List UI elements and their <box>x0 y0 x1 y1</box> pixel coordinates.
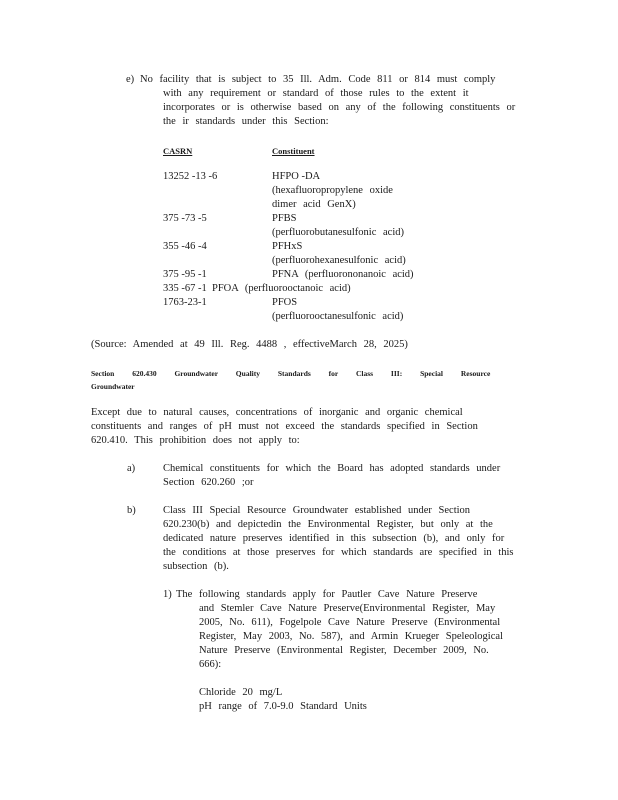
item-e-line-4: the ir standards under this Section: <box>163 116 329 127</box>
table-row-constituent: dimer acid GenX) <box>272 199 356 210</box>
item-e-line-2: with any requirement or standard of those rules to the extent it <box>163 88 469 99</box>
source-note: (Source: Amended at 49 Ill. Reg. 4488 , effectiveMarch 28, 2025) <box>91 339 408 350</box>
item-b-line-1: Class III Special Resource Groundwater established under Section <box>163 505 471 516</box>
item-b1-label: 1) <box>163 589 172 600</box>
casrn-column-header: CASRN <box>163 146 193 156</box>
item-b1-line-4: Register, May 2003, No. 587), and Armin Krueger Speleological <box>199 631 503 642</box>
item-e-line-3: incorporates or is otherwise based on any of the following constituents or <box>163 102 516 113</box>
table-row-casrn: 1763-23-1 <box>163 297 207 308</box>
constituent-column-header: Constituent <box>272 146 315 156</box>
table-row-casrn: 335 -67 -1 <box>163 283 207 294</box>
standard-chloride: Chloride 20 mg/L <box>199 687 283 698</box>
table-row-casrn: 375 -73 -5 <box>163 213 207 224</box>
table-row-casrn: 13252 -13 -6 <box>163 171 218 182</box>
item-a-label: a) <box>127 463 136 474</box>
table-row-constituent: HFPO -DA <box>272 171 321 182</box>
item-b1-line-5: Nature Preserve (Environmental Register, December 2009, No. <box>199 645 489 656</box>
section-heading-continued: Groundwater <box>91 382 135 391</box>
table-row-constituent: (perfluorooctanesulfonic acid) <box>272 311 404 322</box>
table-row-casrn: 375 -95 -1 <box>163 269 207 280</box>
intro-line-3: 620.410. This prohibition does not apply to: <box>91 435 300 446</box>
table-row-constituent: PFOA (perfluorooctanoic acid) <box>212 283 351 294</box>
table-row-constituent: (perfluorobutanesulfonic acid) <box>272 227 404 238</box>
item-b-line-4: the conditions at those preserves for which standards are specified in this <box>163 547 514 558</box>
intro-line-2: constituents and ranges of pH must not exceed the standards specified in Section <box>91 421 478 432</box>
item-b-line-5: subsection (b). <box>163 561 229 572</box>
item-b1-line-6: 666): <box>199 659 222 670</box>
table-row-constituent: PFHxS <box>272 241 303 252</box>
item-b-line-2: 620.230(b) and depictedin the Environmental Register, but only at the <box>163 519 493 530</box>
item-b1-line-3: 2005, No. 611), Fogelpole Cave Nature Preserve (Environmental <box>199 617 501 628</box>
standard-ph: pH range of 7.0-9.0 Standard Units <box>199 701 367 712</box>
table-row-constituent: PFBS <box>272 213 297 224</box>
item-a-line-2: Section 620.260 ;or <box>163 477 254 488</box>
item-b-line-3: dedicated nature preserves identified in this subsection (b), and only for <box>163 533 505 544</box>
item-a-line-1: Chemical constituents for which the Board has adopted standards under <box>163 463 501 474</box>
item-e-line-1: No facility that is subject to 35 Ill. Adm. Code 811 or 814 must comply <box>140 74 496 85</box>
intro-line-1: Except due to natural causes, concentrations of inorganic and organic chemical <box>91 407 463 418</box>
item-b1-line-2: and Stemler Cave Nature Preserve(Environmental Register, May <box>199 603 496 614</box>
table-row-constituent: (hexafluoropropylene oxide <box>272 185 393 196</box>
item-e-label: e) <box>126 74 135 85</box>
table-row-constituent: (perfluorohexanesulfonic acid) <box>272 255 406 266</box>
table-row-constituent: PFNA (perfluorononanoic acid) <box>272 269 414 280</box>
table-row-casrn: 355 -46 -4 <box>163 241 207 252</box>
table-row-constituent: PFOS <box>272 297 298 308</box>
item-b1-line-1: The following standards apply for Pautler Cave Nature Preserve <box>176 589 478 600</box>
item-b-label: b) <box>127 505 136 516</box>
section-heading: Section 620.430 Groundwater Quality Standards for Class III: Special Resource <box>91 369 491 378</box>
